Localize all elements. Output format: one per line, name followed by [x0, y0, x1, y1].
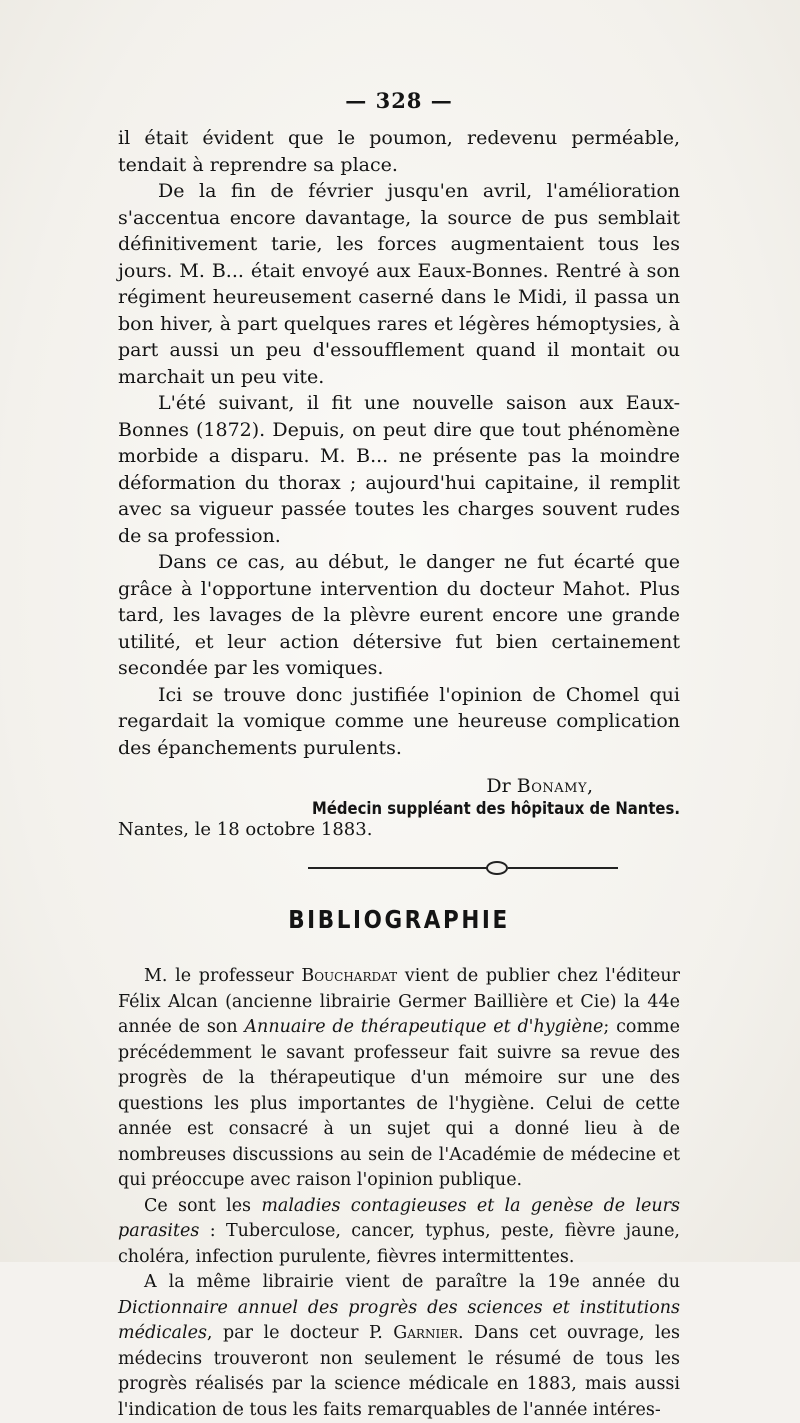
- book-title: Annuaire de thérapeutique et d'hygiène: [244, 1017, 604, 1037]
- bibliography-section: [118, 964, 680, 1423]
- section-heading: BIBLIOGRAPHIE: [288, 905, 510, 934]
- place-date: Nantes, le 18 octobre 1883.: [118, 819, 373, 840]
- paragraph: De la fin de février jusqu'en avril, l'amélioration s'accentua encore davantage, la source de pus semblait définitivement tarie, les forces augmentaient tous les jours. M. B... était envoyé aux Eaux-Bonnes. Rentré à son régiment heureusement caserné dans le Midi, il passa un bon hiver, à part quelques rares et légères hémoptysies, à part aussi un peu d'essoufflement quand il montait ou marchait un peu vite.: [118, 180, 680, 388]
- article-body: [118, 125, 680, 761]
- paragraph: il était évident que le poumon, redevenu perméable, tendait à reprendre sa place.: [118, 127, 680, 176]
- ornamental-divider: [118, 857, 680, 881]
- bibliography-paragraph: [118, 964, 680, 1194]
- divider-line-left: [308, 867, 488, 869]
- divider-line-right: [508, 867, 618, 869]
- paragraph: Dans ce cas, au début, le danger ne fut écarté que grâce à l'opportune intervention du docteur Mahot. Plus tard, les lavages de la plèvre eurent encore une grande utilité, et leur action détersive fut bien certainement secondée par les vomiques.: [118, 551, 680, 679]
- text-run: M. le professeur: [144, 966, 302, 986]
- author-title: Médecin suppléant des hôpitaux de Nantes.: [312, 799, 680, 818]
- signature-block: [118, 775, 680, 853]
- page-number: — 328 —: [345, 88, 453, 113]
- text-run: . Dans cet ouvrage, les médecins trouveront non seulement le résumé de tous les progrès réalisés par la science médicale en 1883, mais aussi l'indication de tous les faits remarquables de l'année intéres-: [118, 1323, 680, 1420]
- topic-title: maladies contagieuses et la genèse de leurs parasites: [118, 1195, 680, 1241]
- bibliography-paragraph: [118, 1194, 680, 1271]
- author-name: [400, 775, 680, 797]
- text-run: A la même librairie vient de paraître la 19e année du: [144, 1272, 680, 1292]
- paragraph: L'été suivant, il fit une nouvelle saison aux Eaux-Bonnes (1872). Depuis, on peut dire que tout phénomène morbide a disparu. M. B... ne présente pas la moindre déformation du thorax ; aujourd'hui capitaine, il remplit avec sa vigueur passée toutes les charges souvent rudes de sa profession.: [118, 392, 680, 547]
- author-name-inline: Bouchardat: [301, 966, 398, 986]
- bibliography-paragraph: [118, 1270, 680, 1423]
- author-surname: Bonamy,: [516, 775, 594, 797]
- divider-ornament-icon: [486, 861, 508, 875]
- author-name-inline: Garnier: [393, 1323, 458, 1343]
- text-run: Ce sont les: [144, 1195, 262, 1216]
- paragraph: Ici se trouve donc justifiée l'opinion de Chomel qui regardait la vomique comme une heureuse complication des épanchements purulents.: [118, 683, 680, 759]
- text-run: vient de publier chez l'éditeur Félix Alcan (ancienne librairie Germer Baillière et Cie) la 44e année de son: [118, 966, 681, 1037]
- text-run: : Tuberculose, cancer, typhus, peste, fièvre jaune, choléra, infection purulente, fièvres intermittentes.: [118, 1221, 680, 1267]
- text-run: , par le docteur P.: [206, 1323, 394, 1343]
- text-run: ; comme précédemment le savant professeur fait suivre sa revue des progrès de la thérapeutique d'un mémoire sur une des questions les plus importantes de l'hygiène. Celui de cette année est consacré à un sujet qui a donné lieu à de nombreuses discussions au sein de l'Académie de médecine et qui préoccupe avec raison l'opinion publique.: [118, 1017, 680, 1190]
- author-prefix: Dr: [486, 775, 511, 797]
- book-title: Dictionnaire annuel des progrès des sciences et institutions médicales: [118, 1297, 680, 1343]
